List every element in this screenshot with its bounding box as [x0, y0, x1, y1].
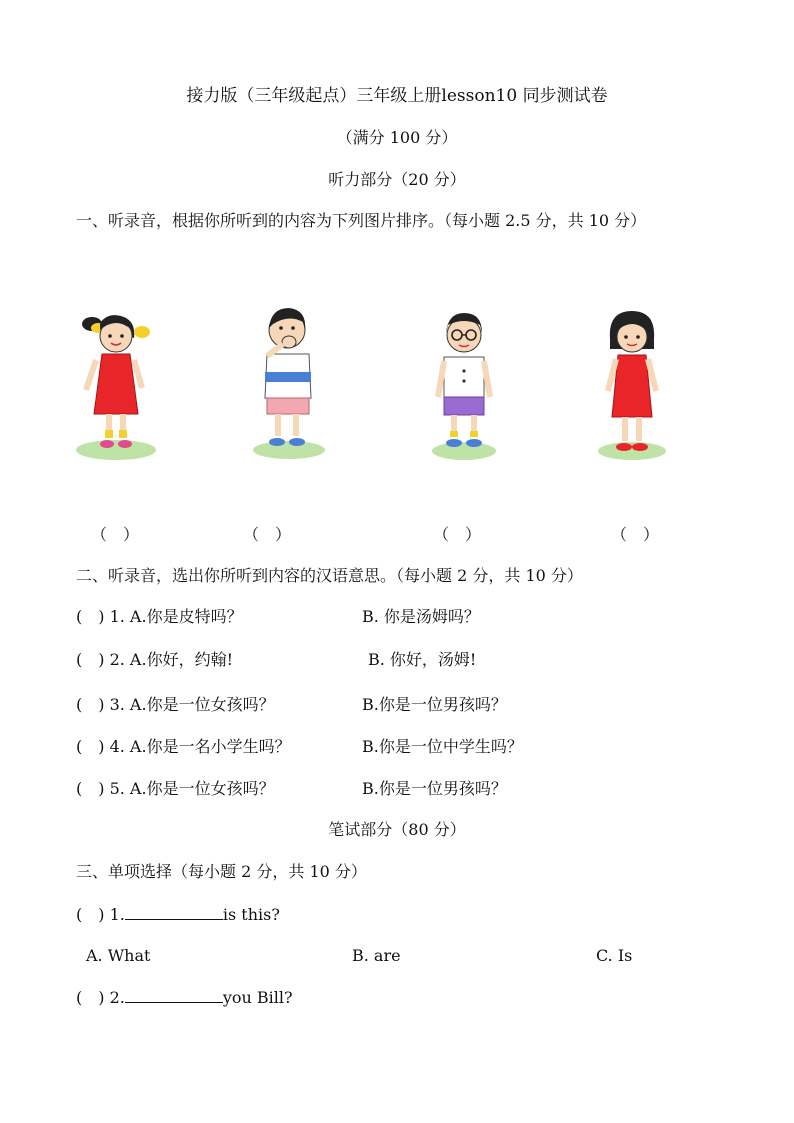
- girl-pigtails-figure: [76, 302, 156, 460]
- question-item-3-b: B.你是一位男孩吗？: [362, 695, 507, 714]
- choice-question-2-suffix: you Bill?: [222, 988, 293, 1007]
- question-item-1: ( ) 1. A.你是皮特吗？: [76, 607, 243, 626]
- boy-glasses-figure: [432, 305, 496, 460]
- girl-bob-figure: [598, 305, 666, 460]
- section3-instruction: 三、单项选择（每小题 2 分，共 10 分）: [76, 862, 367, 881]
- answer-slot-3[interactable]: （ ）: [433, 525, 482, 544]
- choice-question-1-prefix: ( ) 1.: [76, 905, 125, 924]
- answer-blank-1[interactable]: [125, 904, 223, 920]
- question-item-2: ( ) 2. A.你好，约翰!: [76, 650, 233, 669]
- choice-option-c: C. Is: [596, 946, 633, 965]
- question-item-3: ( ) 3. A.你是一位女孩吗？: [76, 695, 275, 714]
- boy-white-shirt-figure: [253, 300, 325, 460]
- section1-instruction: 一、听录音，根据你所听到的内容为下列图片排序。（每小题 2.5 分，共 10 分）: [76, 211, 647, 230]
- answer-slot-1[interactable]: （ ）: [91, 525, 140, 544]
- question-item-2-b: B. 你好，汤姆!: [368, 650, 477, 669]
- question-item-5-b: B.你是一位男孩吗？: [362, 779, 507, 798]
- answer-slot-4[interactable]: （ ）: [611, 525, 660, 544]
- answer-slot-2[interactable]: （ ）: [243, 525, 292, 544]
- question-item-4-b: B.你是一位中学生吗？: [362, 737, 523, 756]
- choice-question-1: [76, 904, 280, 925]
- full-score: （满分 100 分）: [336, 128, 458, 147]
- page-title: 接力版（三年级起点）三年级上册lesson10 同步测试卷: [186, 86, 608, 106]
- question-item-5: ( ) 5. A.你是一位女孩吗？: [76, 779, 275, 798]
- written-heading: 笔试部分（80 分）: [328, 820, 466, 839]
- choice-question-1-suffix: is this?: [222, 905, 280, 924]
- answer-blank-2[interactable]: [125, 987, 223, 1003]
- choice-question-2-prefix: ( ) 2.: [76, 988, 125, 1007]
- question-item-1-b: B. 你是汤姆吗？: [362, 607, 480, 626]
- choice-question-2: [76, 987, 293, 1008]
- section2-instruction: 二、听录音，选出你所听到内容的汉语意思。（每小题 2 分，共 10 分）: [76, 566, 583, 585]
- question-item-4: ( ) 4. A.你是一名小学生吗？: [76, 737, 291, 756]
- listening-heading: 听力部分（20 分）: [328, 170, 466, 189]
- choice-option-a: A. What: [86, 946, 151, 965]
- choice-option-b: B. are: [352, 946, 401, 965]
